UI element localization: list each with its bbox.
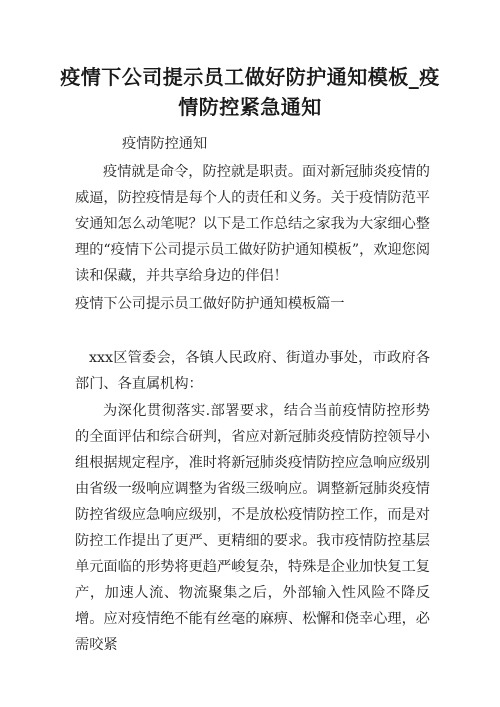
- main-paragraph: 为深化贯彻落实.部署要求，结合当前疫情防控形势的全面评估和综合研判，省应对新冠肺炎疫情防控领导小组根据规定程序，准时将新冠肺炎疫情防控应急响应级别由省级一级响应调整为省级三级响应。调整新冠肺炎疫情防控省级应急响应级别，不是放松疫情防控工作，而是对防控工作提出了更严、更精细的要求。我市疫情防控基层单元面临的形势将更趋严峻复杂，特殊是企业加快复工复产，加速人流、物流聚集之后，外部输入性风险不降反增。应对疫情绝不能有丝毫的麻痹、松懈和侥幸心理，必需咬紧: [75, 403, 430, 653]
- intro-paragraph: 疫情就是命令，防控就是职责。面对新冠肺炎疫情的威逼，防控疫情是每个人的责任和义务。关于疫情防范平安通知怎么动笔呢？以下是工作总结之家我为大家细心整理的“疫情下公司提示员工做好防护通知模板”，欢迎您阅读和保藏，并共享给身边的伴侣！: [75, 164, 431, 284]
- document-title: 疫情下公司提示员工做好防护通知模板_疫情防控紧急通知: [60, 65, 440, 119]
- section-heading: 疫情下公司提示员工做好防护通知模板篇一: [75, 296, 345, 312]
- address-paragraph: xxx区管委会，各镇人民政府、街道办事处，市政府各部门、各直属机构：: [75, 350, 430, 392]
- notice-subheading: 疫情防控通知: [122, 136, 208, 152]
